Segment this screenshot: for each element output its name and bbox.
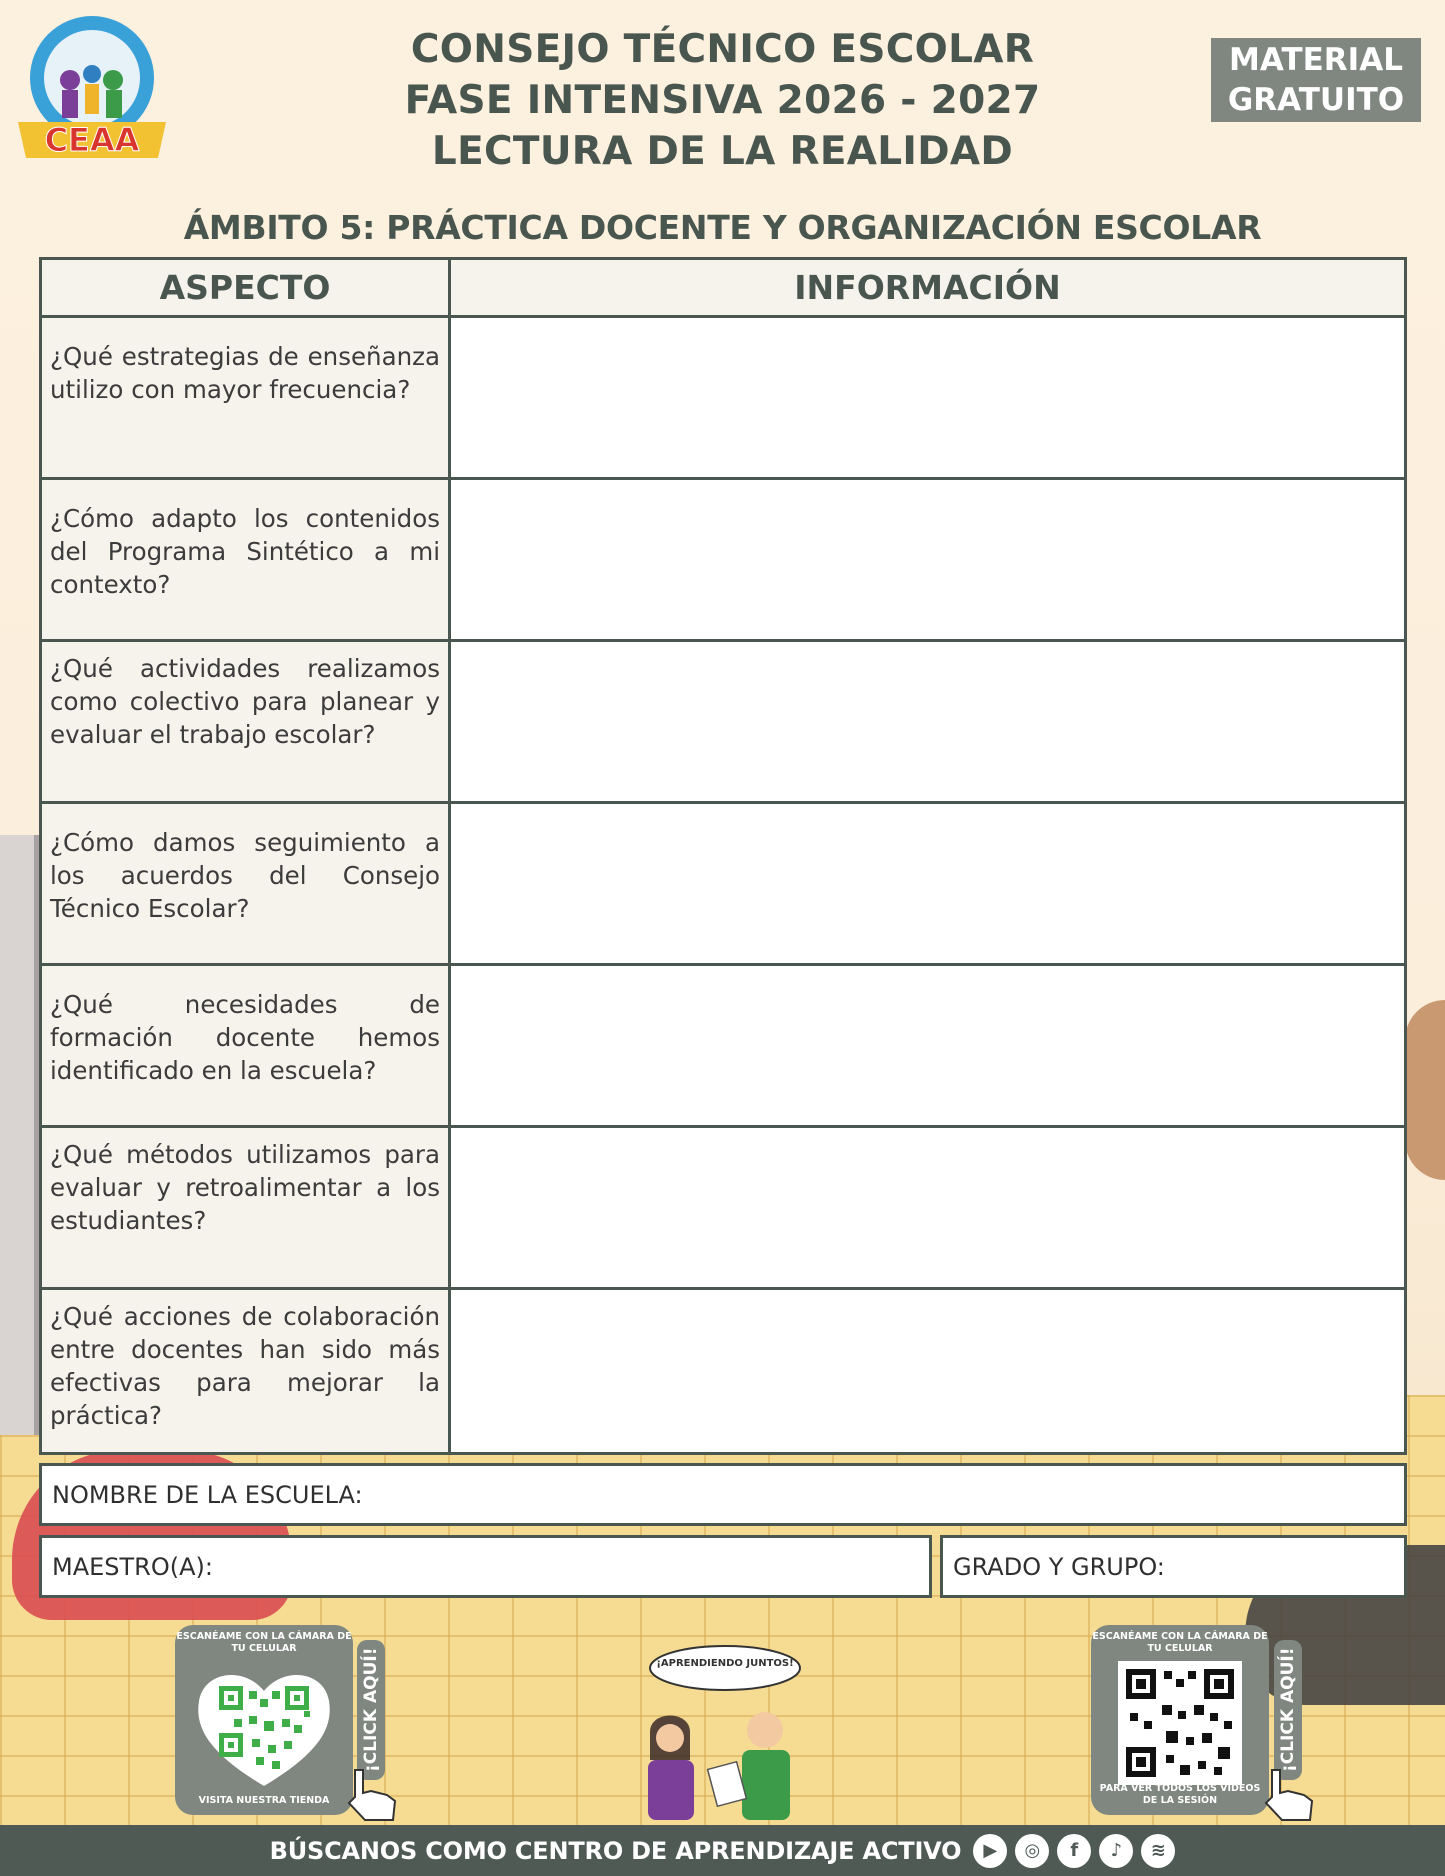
answer-cell[interactable] <box>451 804 1404 963</box>
instagram-icon[interactable]: ◎ <box>1015 1834 1049 1868</box>
title-line-3: LECTURA DE LA REALIDAD <box>431 129 1014 174</box>
question-text: ¿Qué actividades realizamos como colectivo para planear y evaluar el trabajo escolar? <box>50 654 440 749</box>
table-row <box>42 1290 1404 1452</box>
teacher-label: MAESTRO(A): <box>52 1552 213 1581</box>
table-header-row <box>42 260 1404 318</box>
pointer-hand-icon <box>335 1765 405 1825</box>
question-text: ¿Cómo adapto los contenidos del Programa Sintético a mi contexto? <box>50 504 440 599</box>
social-icons <box>973 1834 1175 1868</box>
footer-text: BÚSCANOS COMO CENTRO DE APRENDIZAJE ACTIVO <box>269 1836 962 1865</box>
table-row <box>42 318 1404 480</box>
column-header-aspect: ASPECTO <box>42 260 451 315</box>
table-row <box>42 804 1404 966</box>
section-subtitle: ÁMBITO 5: PRÁCTICA DOCENTE Y ORGANIZACIÓN ESCOLAR <box>183 208 1262 247</box>
question-text: ¿Qué necesidades de formación docente hemos identificado en la escuela? <box>50 990 440 1085</box>
spotify-icon[interactable]: ≋ <box>1141 1834 1175 1868</box>
logo-text: CEAA <box>44 121 140 159</box>
videos-qr-card[interactable] <box>1091 1625 1269 1815</box>
answer-cell[interactable] <box>451 480 1404 639</box>
table-row <box>42 642 1404 804</box>
title-line-2: FASE INTENSIVA 2026 - 2027 <box>404 78 1041 123</box>
ceaa-logo <box>12 10 172 160</box>
free-material-badge <box>1211 38 1421 122</box>
facebook-icon[interactable]: f <box>1057 1834 1091 1868</box>
pointer-hand-icon <box>1252 1765 1322 1825</box>
mascots-illustration <box>630 1640 810 1830</box>
click-here-tab-videos[interactable]: ¡CLICK AQUÍ! <box>1274 1640 1302 1780</box>
answer-cell[interactable] <box>451 1290 1404 1452</box>
click-here-tab-store[interactable]: ¡CLICK AQUÍ! <box>357 1640 385 1780</box>
grade-group-field[interactable] <box>940 1535 1407 1598</box>
school-name-label: NOMBRE DE LA ESCUELA: <box>52 1480 363 1509</box>
answer-cell[interactable] <box>451 642 1404 801</box>
footer-bar <box>0 1825 1445 1876</box>
badge-line-1: MATERIAL <box>1229 42 1403 78</box>
answer-cell[interactable] <box>451 966 1404 1125</box>
table-row <box>42 1128 1404 1290</box>
question-text: ¿Qué estrategias de enseñanza utilizo con mayor frecuencia? <box>50 342 440 404</box>
answer-cell[interactable] <box>451 1128 1404 1287</box>
school-name-field[interactable] <box>39 1463 1407 1526</box>
answer-cell[interactable] <box>451 318 1404 477</box>
qr-scan-text: ESCANÉAME CON LA CÁMARA DE TU CELULAR <box>1092 1631 1268 1654</box>
title-line-1: CONSEJO TÉCNICO ESCOLAR <box>410 27 1035 72</box>
qr-videos-text: PARA VER TODOS LOS VIDEOS DE LA SESIÓN <box>1099 1783 1261 1806</box>
videos-qr-code[interactable] <box>1110 1661 1250 1791</box>
reality-reading-table <box>39 257 1407 1455</box>
table-row <box>42 966 1404 1128</box>
teacher-field[interactable] <box>39 1535 932 1598</box>
badge-line-2: GRATUITO <box>1227 82 1405 118</box>
youtube-icon[interactable]: ▶ <box>973 1834 1007 1868</box>
question-text: ¿Qué acciones de colaboración entre docentes han sido más efectivas para mejorar la práctica? <box>50 1302 440 1430</box>
store-qr-card[interactable] <box>175 1625 353 1815</box>
column-header-info: INFORMACIÓN <box>451 260 1404 315</box>
qr-scan-text: ESCANÉAME CON LA CÁMARA DE TU CELULAR <box>176 1631 352 1654</box>
grade-group-label: GRADO Y GRUPO: <box>953 1552 1165 1581</box>
mascots-bubble-text: ¡APRENDIENDO JUNTOS! <box>656 1658 794 1669</box>
question-text: ¿Cómo damos seguimiento a los acuerdos del Consejo Técnico Escolar? <box>50 828 440 923</box>
table-row <box>42 480 1404 642</box>
background-door <box>0 835 40 1435</box>
question-text: ¿Qué métodos utilizamos para evaluar y retroalimentar a los estudiantes? <box>50 1140 440 1235</box>
qr-store-text: VISITA NUESTRA TIENDA <box>198 1795 330 1806</box>
background-figure <box>1405 1000 1445 1180</box>
title-block <box>300 24 1145 177</box>
store-qr-code[interactable] <box>194 1661 334 1791</box>
tiktok-icon[interactable]: ♪ <box>1099 1834 1133 1868</box>
